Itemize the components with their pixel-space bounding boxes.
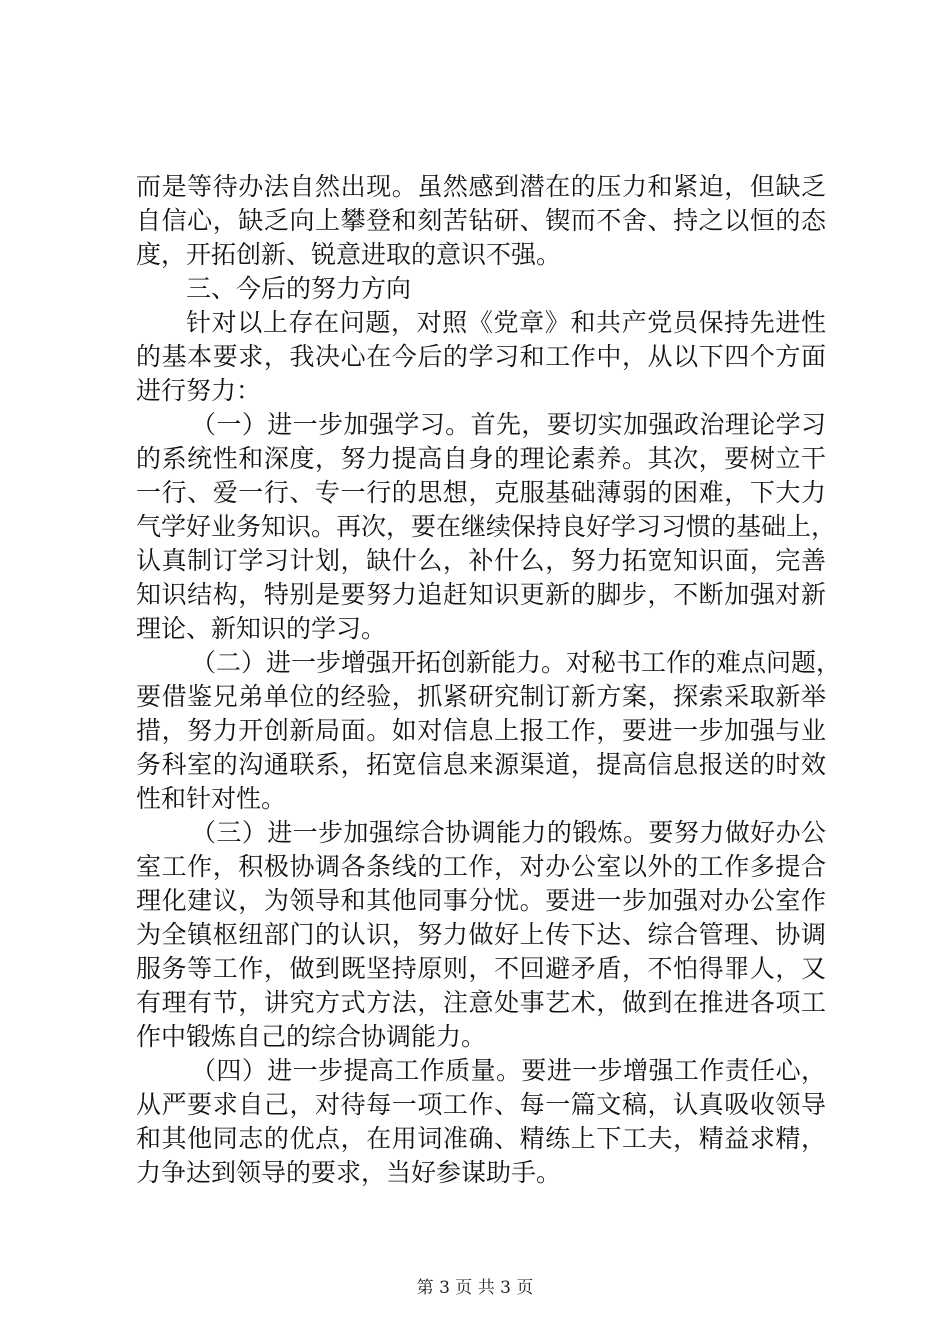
- text-line: 要借鉴兄弟单位的经验，抓紧研究制订新方案，探索采取新举: [136, 682, 826, 711]
- paragraph: [136, 408, 837, 646]
- text-line: 针对以上存在问题，对照《党章》和共产党员保持先进性: [186, 308, 826, 337]
- text-line: 认真制订学习计划，缺什么，补什么，努力拓宽知识面，完善: [136, 546, 826, 575]
- text-line: 和其他同志的优点，在用词准确、精练上下工夫，精益求精，: [136, 1124, 826, 1153]
- text-line: 服务等工作，做到既坚持原则，不回避矛盾，不怕得罪人，又: [136, 954, 826, 983]
- text-line: 知识结构，特别是要努力追赶知识更新的脚步，不断加强对新: [136, 580, 826, 609]
- text-line: 理论、新知识的学习。: [136, 614, 387, 643]
- text-line: 有理有节，讲究方式方法，注意处事艺术，做到在推进各项工: [136, 988, 826, 1017]
- paragraph: [136, 646, 842, 816]
- text-line: 从严要求自己，对待每一项工作、每一篇文稿，认真吸收领导: [136, 1090, 826, 1119]
- section-heading: [136, 272, 826, 306]
- text-line: （一）进一步加强学习。首先，要切实加强政治理论学习: [191, 410, 826, 439]
- paragraph: [136, 1054, 826, 1190]
- text-line: （三）进一步加强综合协调能力的锻炼。要努力做好办公: [191, 818, 826, 847]
- page-number-label: 第 3 页 共 3 页: [416, 1278, 534, 1298]
- text-line: （四）进一步提高工作质量。要进一步增强工作责任心，: [191, 1056, 826, 1085]
- text-line: 性和针对性。: [136, 784, 287, 813]
- text-line: 理化建议，为领导和其他同事分忧。要进一步加强对办公室作: [136, 886, 826, 915]
- text-line: 自信心，缺乏向上攀登和刻苦钻研、锲而不舍、持之以恒的态: [136, 206, 826, 235]
- paragraph: [136, 170, 826, 272]
- text-line: （二）进一步增强开拓创新能力。对秘书工作的难点问题，: [191, 648, 842, 677]
- text-line: 进行努力：: [136, 376, 262, 405]
- document-body: [136, 170, 842, 1190]
- text-line: 的系统性和深度，努力提高自身的理论素养。其次，要树立干: [136, 444, 826, 473]
- text-line: 作中锻炼自己的综合协调能力。: [136, 1022, 487, 1051]
- paragraph: [136, 816, 826, 1054]
- text-line: 度，开拓创新、锐意进取的意识不强。: [136, 240, 562, 269]
- text-line: 室工作，积极协调各条线的工作，对办公室以外的工作多提合: [136, 852, 826, 881]
- text-line: 的基本要求，我决心在今后的学习和工作中，从以下四个方面: [136, 342, 826, 371]
- paragraph: [136, 306, 826, 408]
- heading-line: 三、今后的努力方向: [186, 274, 412, 303]
- text-line: 力争达到领导的要求，当好参谋助手。: [136, 1158, 562, 1187]
- text-line: 务科室的沟通联系，拓宽信息来源渠道，提高信息报送的时效: [136, 750, 826, 779]
- text-line: 措，努力开创新局面。如对信息上报工作，要进一步加强与业: [136, 716, 826, 745]
- page-footer: [0, 1273, 950, 1298]
- text-line: 为全镇枢纽部门的认识，努力做好上传下达、综合管理、协调: [136, 920, 826, 949]
- text-line: 而是等待办法自然出现。虽然感到潜在的压力和紧迫，但缺乏: [136, 172, 826, 201]
- text-line: 气学好业务知识。再次，要在继续保持良好学习习惯的基础上，: [136, 512, 837, 541]
- text-line: 一行、爱一行、专一行的思想，克服基础薄弱的困难，下大力: [136, 478, 826, 507]
